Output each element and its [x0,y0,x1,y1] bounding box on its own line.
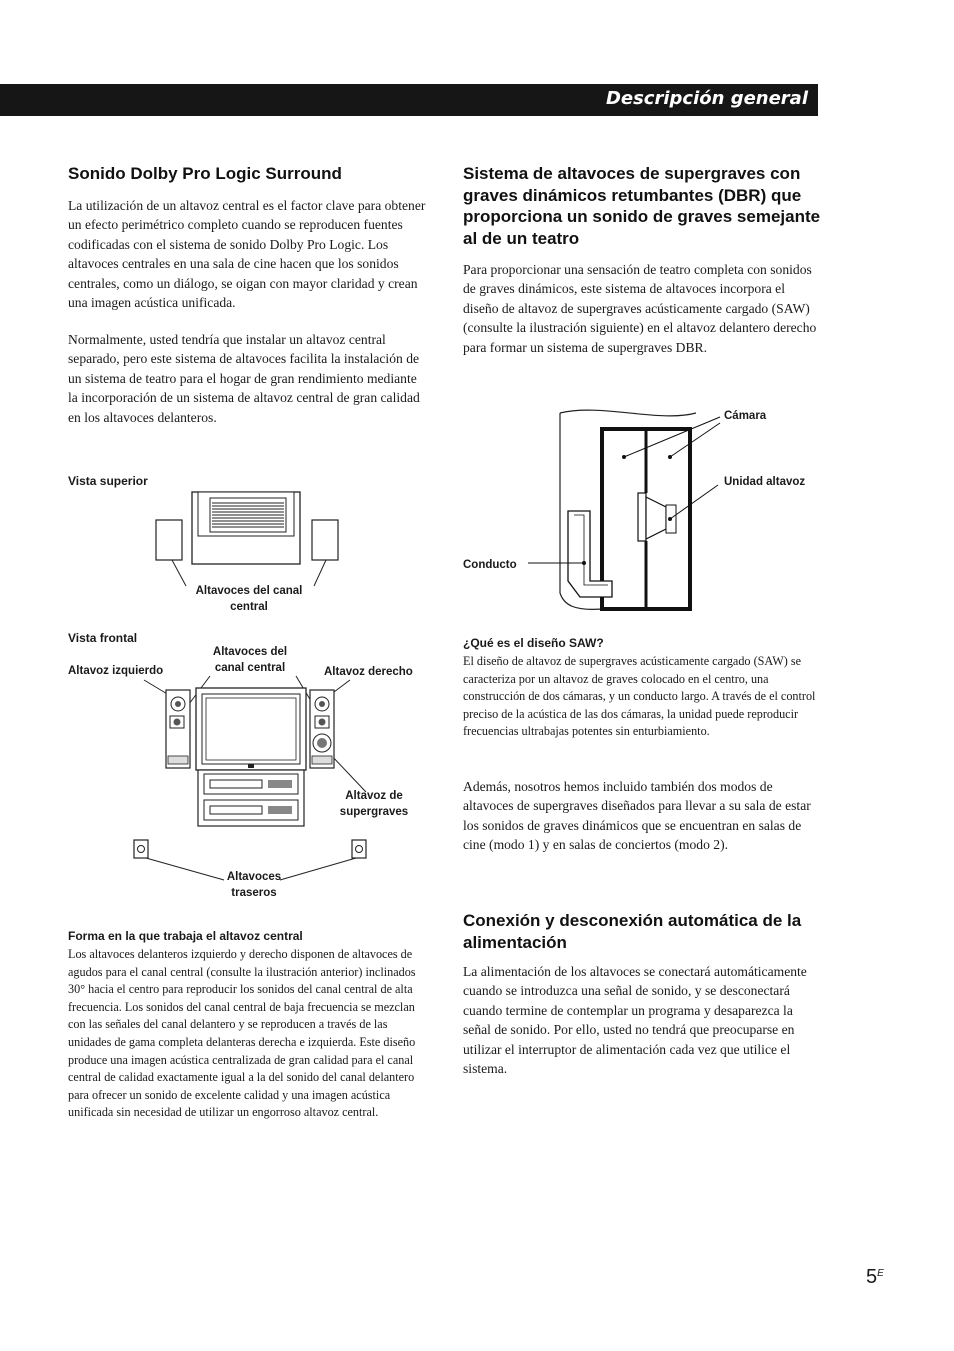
paragraph-dolby-1: La utilización de un altavoz central es el factor clave para obtener un efecto perimétrico completo cuando se reproducen fuentes codificadas con el sistema de sonido Dolby Pro Logic. Los altavoces centrales en una sala de cine hacen que los sonidos centrales, como un diálogo, se oigan con mayor claridad y crean una imagen acústica unificada. [68,198,426,311]
chamber-label: Cámara [724,410,767,422]
section-title-dolby: Sonido Dolby Pro Logic Surround [68,164,342,183]
paragraph-saw: Para proporcionar una sensación de teatro completa con sonidos de graves dinámicos, este sistema de altavoces incorpora el diseño de altavoz de supergraves acústicamente cargado (SAW) (consulte la ilustración siguiente) en el altavoz delantero derecho para formar un sistema de supergraves DBR. [463,262,817,355]
saw-text: El diseño de altavoz de supergraves acústicamente cargado (SAW) se caracteriza por un altavoz de graves colocado en el centro, una construcción de dos cámaras, y un conducto largo. A través de el control preciso de la acústica de las dos cámaras, la unidad puede reproducir frecuencias ultrabajas potentes sin enturbiamiento. [463,654,816,739]
center-channel-label: Altavoces del canal central [212,646,288,674]
section-title-power: Conexión y desconexión automática de la alimentación [463,911,802,952]
top-view-heading: Vista superior [68,474,148,488]
section-title-saw: Sistema de altavoces de supergraves con graves dinámicos retumbantes (DBR) que proporciona un sonido de graves semejante al de un teatro [463,164,821,248]
saw-heading: ¿Qué es el diseño SAW? [463,636,604,650]
center-speaker-heading: Forma en la que trabaja el altavoz central [68,929,303,943]
front-view-heading: Vista frontal [68,631,138,645]
saw-diagram [520,405,700,615]
header-title: Descripción general [605,88,808,109]
center-speaker-text: Los altavoces delanteros izquierdo y derecho disponen de altavoces de agudos para el canal central (consulte la ilustración anterior) inclinados 30° hacia el centro para reproducir los sonidos del canal central de alta frecuencia. Los sonidos del canal central de baja frecuencia se mezclan con las señales del canal delantero y se reproducen a través de las unidades de gama completa delanteras derecha e izquierda. Este diseño produce una imagen acústica centralizada de gran calidad para el canal central de calidad exactamente igual a la del sonido del canal delantero para ofrecer un sonido de excelente calidad y una imagen acústica unificada sin necesidad de utilizar un engorroso altavoz central. [68,947,416,1120]
top-view-illustration [150,488,350,568]
duct-label: Conducto [463,559,517,571]
right-speaker-label: Altavoz derecho [324,666,413,678]
modes-paragraph: Además, nosotros hemos incluido también dos modos de altavoces de supergraves diseñados para llevar a su sala de estar los sonidos de graves dinámicos que se encuentran en salas de cine (modo 1) y en salas de conciertos (modo 2). [463,779,811,853]
top-view-label: Altavoces del canal central [195,585,303,613]
driver-unit-label: Unidad altavoz [724,476,806,488]
rear-speakers-label: Altavoces traseros [226,871,282,899]
paragraph-power: La alimentación de los altavoces se conectará automáticamente cuando se introduzca una señal de sonido, y se desconectará cuando termine de contemplar un programa y desaparezca la señal de sonido. Por ello, usted no tendrá que preocuparse en utilizar el interruptor de alimentación cada vez que utilice el sistema. [463,964,807,1077]
header-bar [0,84,818,116]
left-speaker-label: Altavoz izquierdo [68,665,164,677]
front-view-illustration [130,676,380,876]
paragraph-dolby-2: Normalmente, usted tendría que instalar un altavoz central separado, pero este sistema de altavoces facilita la instalación de un sistema de teatro para el hogar de gran rendimiento mediante la incorporación de un sistema de altavoz central de gran calidad en los altavoces delanteros. [68,332,420,425]
page-number: $5^E$ [866,1266,884,1288]
subwoofer-label: Altavoz de supergraves [339,790,409,818]
